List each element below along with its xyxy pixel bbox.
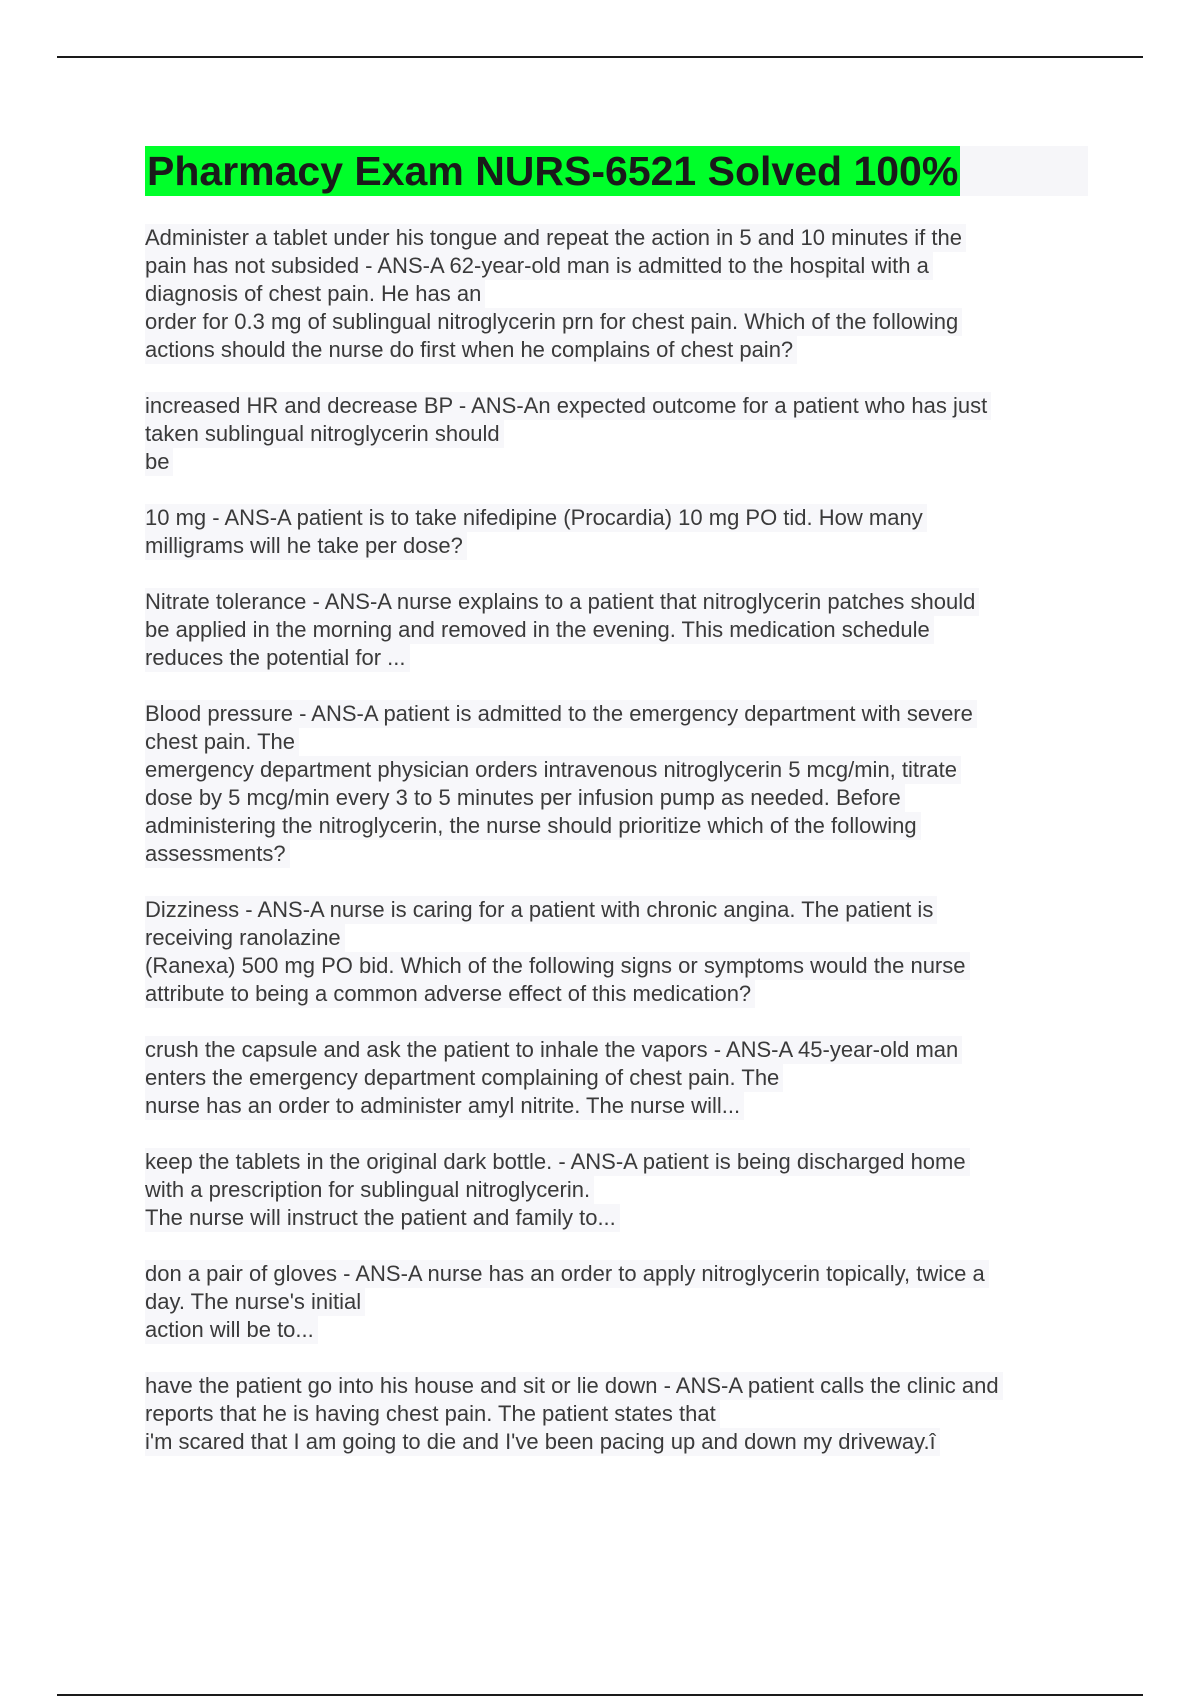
qa-line: dose by 5 mcg/min every 3 to 5 minutes per infusion pump as needed. Before xyxy=(145,784,905,812)
qa-line: diagnosis of chest pain. He has an xyxy=(145,280,485,308)
qa-line: pain has not subsided - ANS-A 62-year-old man is admitted to the hospital with a xyxy=(145,252,933,280)
qa-line: actions should the nurse do first when he complains of chest pain? xyxy=(145,336,797,364)
document-title: Pharmacy Exam NURS-6521 Solved 100% xyxy=(147,148,959,194)
qa-line: don a pair of gloves - ANS-A nurse has an order to apply nitroglycerin topically, twice a xyxy=(145,1260,989,1288)
qa-line: day. The nurse's initial xyxy=(145,1288,365,1316)
qa-line: reduces the potential for ... xyxy=(145,644,410,672)
document-body xyxy=(145,146,1090,1484)
qa-line: (Ranexa) 500 mg PO bid. Which of the following signs or symptoms would the nurse xyxy=(145,952,970,980)
qa-line: enters the emergency department complaining of chest pain. The xyxy=(145,1064,783,1092)
qa-list xyxy=(145,224,1090,1456)
qa-line: increased HR and decrease BP - ANS-An expected outcome for a patient who has just xyxy=(145,392,991,420)
title-row xyxy=(145,146,1088,196)
qa-line: have the patient go into his house and sit or lie down - ANS-A patient calls the clinic and xyxy=(145,1372,1003,1400)
qa-item xyxy=(145,504,1090,560)
qa-item xyxy=(145,588,1090,672)
qa-line: 10 mg - ANS-A patient is to take nifedipine (Procardia) 10 mg PO tid. How many xyxy=(145,504,927,532)
qa-line: keep the tablets in the original dark bottle. - ANS-A patient is being discharged home xyxy=(145,1148,970,1176)
qa-line: taken sublingual nitroglycerin should xyxy=(145,420,504,448)
qa-line: receiving ranolazine xyxy=(145,924,345,952)
qa-line: action will be to... xyxy=(145,1316,318,1344)
qa-item xyxy=(145,1036,1090,1120)
qa-line: The nurse will instruct the patient and family to... xyxy=(145,1204,620,1232)
qa-line: reports that he is having chest pain. The patient states that xyxy=(145,1400,720,1428)
qa-item xyxy=(145,1260,1090,1344)
qa-line: assessments? xyxy=(145,840,290,868)
qa-line: attribute to being a common adverse effect of this medication? xyxy=(145,980,755,1008)
qa-item xyxy=(145,700,1090,868)
qa-line: crush the capsule and ask the patient to inhale the vapors - ANS-A 45-year-old man xyxy=(145,1036,962,1064)
qa-line: milligrams will he take per dose? xyxy=(145,532,467,560)
bottom-rule xyxy=(57,1694,1143,1696)
qa-line: emergency department physician orders intravenous nitroglycerin 5 mcg/min, titrate xyxy=(145,756,961,784)
qa-line: order for 0.3 mg of sublingual nitroglycerin prn for chest pain. Which of the following xyxy=(145,308,962,336)
qa-item xyxy=(145,1372,1090,1456)
qa-line: be applied in the morning and removed in the evening. This medication schedule xyxy=(145,616,934,644)
top-rule xyxy=(57,56,1143,58)
qa-line: Nitrate tolerance - ANS-A nurse explains to a patient that nitroglycerin patches should xyxy=(145,588,979,616)
qa-line: chest pain. The xyxy=(145,728,299,756)
qa-line: Dizziness - ANS-A nurse is caring for a patient with chronic angina. The patient is xyxy=(145,896,937,924)
qa-item xyxy=(145,392,1090,476)
qa-line: Blood pressure - ANS-A patient is admitted to the emergency department with severe xyxy=(145,700,977,728)
qa-line: be xyxy=(145,448,173,476)
qa-item xyxy=(145,224,1090,364)
qa-item xyxy=(145,1148,1090,1232)
qa-line: administering the nitroglycerin, the nurse should prioritize which of the following xyxy=(145,812,921,840)
qa-line: with a prescription for sublingual nitroglycerin. xyxy=(145,1176,594,1204)
qa-item xyxy=(145,896,1090,1008)
qa-line: Administer a tablet under his tongue and repeat the action in 5 and 10 minutes if the xyxy=(145,224,966,252)
qa-line: nurse has an order to administer amyl nitrite. The nurse will... xyxy=(145,1092,744,1120)
qa-line: i'm scared that I am going to die and I've been pacing up and down my driveway.î xyxy=(145,1428,940,1456)
